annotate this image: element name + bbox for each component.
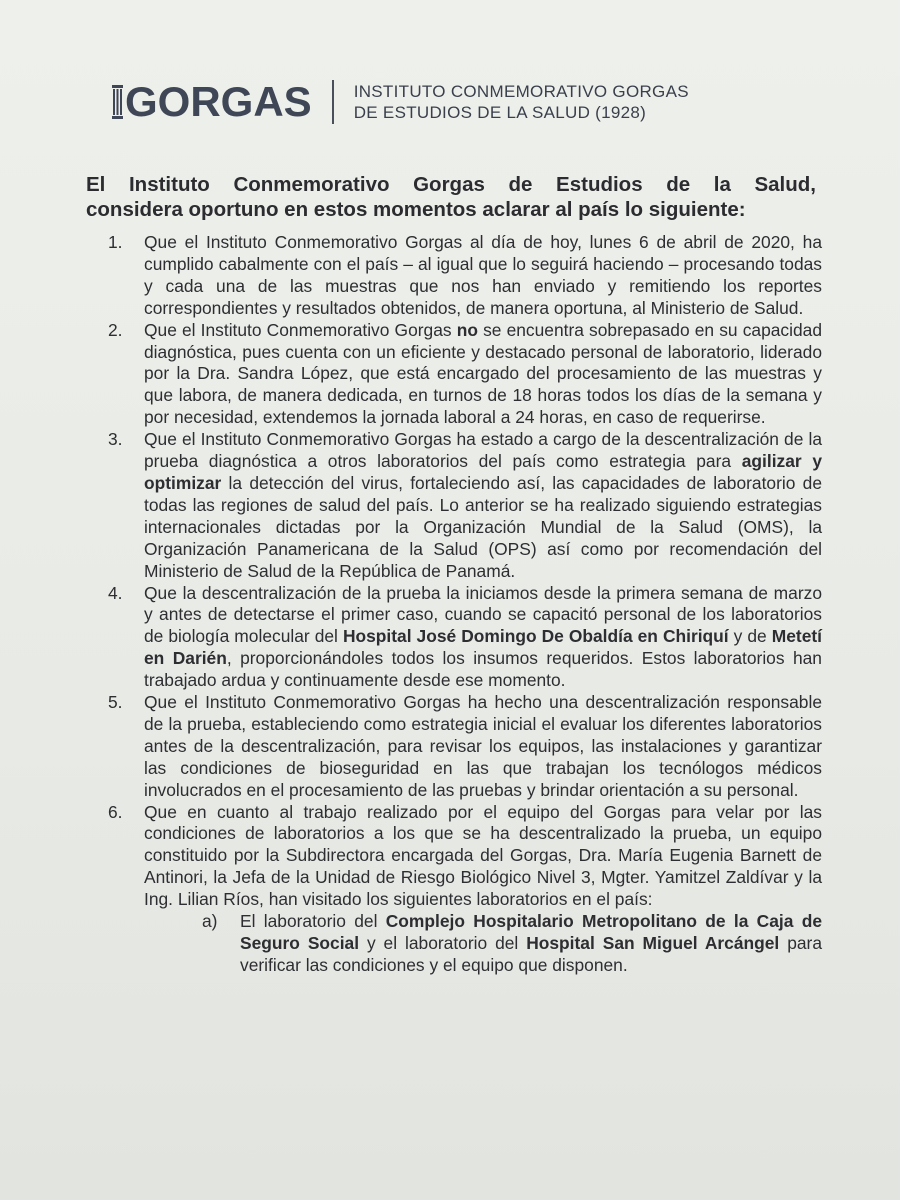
bold-run: agilizar y optimizar	[144, 451, 822, 493]
list-item-2	[108, 320, 822, 430]
text-run: se encuentra sobrepasado en su capacidad diagnóstica, pues cuenta con un eficiente y destacado personal de laboratorio, liderado por la Dra. Sandra López, que está encargado del procesamiento de las muestras y que labora, de manera dedicada, en turnos de 18 horas todos los días de la semana y por necesidad, extendemos la jornada laboral a 24 horas, en caso de requerirse.	[144, 319, 822, 428]
list-item-3	[108, 429, 822, 582]
header-divider	[332, 80, 334, 124]
heading-line-1: El Instituto Conmemorativo Gorgas de Estudios de la Salud,	[86, 173, 816, 196]
item-text	[144, 320, 822, 430]
logo-text: GORGAS	[125, 78, 312, 125]
institute-line-1: INSTITUTO CONMEMORATIVO GORGAS	[353, 82, 689, 101]
text-run: , proporcionándoles todos los insumos requeridos. Estos laboratorios han trabajado ardua y continuamente desde ese momento.	[144, 648, 822, 691]
heading-line-2: considera oportuno en estos momentos aclarar al país lo siguiente:	[86, 198, 746, 221]
item-text	[144, 583, 822, 693]
item-number: 4.	[108, 582, 123, 603]
item-number: 3.	[108, 429, 123, 450]
bold-run: Complejo Hospitalario Metropolitano de la Caja de Seguro Social	[240, 911, 823, 953]
bold-run: Metetí en Darién	[144, 626, 822, 669]
text-run: El laboratorio del	[240, 911, 386, 932]
letterhead	[112, 74, 689, 130]
text-run: la detección del virus, fortaleciendo así, las capacidades de laboratorio de todas las regiones de salud del país. Lo anterior se ha realizado siguiendo estrategias internacionales dictadas por la Organización Mundial de la Salud (OMS), la Organización Panamericana de la Salud (OPS) así como por recomendación del Ministerio de Salud de la República de Panamá.	[144, 472, 822, 581]
text-run: Que la descentralización de la prueba la iniciamos desde la primera semana de marzo y antes de detectarse el primer caso, cuando se capacitó personal de los laboratorios de biología molecular del	[144, 582, 822, 647]
bold-run: Hospital San Miguel Arcángel	[526, 933, 780, 953]
statement-heading	[86, 172, 816, 222]
text-run: y de	[728, 626, 772, 647]
item-text	[144, 429, 822, 582]
list-item-4	[108, 583, 822, 693]
item-number: 6.	[108, 801, 123, 822]
list-item-6	[108, 802, 822, 912]
text-run: Que el Instituto Conmemorativo Gorgas ha estado a cargo de la descentralización de la prueba diagnóstica a otros laboratorios del país como estrategia para	[144, 429, 822, 472]
statement-list	[108, 232, 822, 977]
institute-line-2: DE ESTUDIOS DE LA SALUD (1928)	[353, 103, 647, 122]
text-run: y el laboratorio del	[359, 933, 527, 953]
sub-item-letter: a)	[202, 911, 218, 932]
sub-item-text	[240, 911, 822, 977]
bold-run: no	[456, 319, 478, 340]
item-number: 5.	[108, 692, 123, 713]
bold-run: Hospital José Domingo De Obaldía en Chiriquí	[342, 626, 729, 647]
list-item-5	[108, 692, 822, 802]
item-text: Que en cuanto al trabajo realizado por el equipo del Gorgas para velar por las condiciones de laboratorios a los que se ha descentralizado la prueba, un equipo constituido por la Subdirectora encargada del Gorgas, Dra. María Eugenia Barnett de Antinori, la Jefa de la Unidad de Riesgo Biológico Nivel 3, Mgter. Yamitzel Zaldívar y la Ing. Lilian Ríos, han visitado los siguientes laboratorios en el país:	[144, 801, 822, 910]
item-number: 2.	[108, 319, 123, 340]
item-text: Que el Instituto Conmemorativo Gorgas ha hecho una descentralización responsable de la prueba, estableciendo como estrategia inicial el evaluar los diferentes laboratorios antes de la descentralización, para revisar los equipos, las instalaciones y garantizar las condiciones de bioseguridad en las que trabajan los tecnólogos médicos involucrados en el procesamiento de las pruebas y brindar orientación a su personal.	[144, 692, 822, 800]
text-run: para verificar las condiciones y el equipo que disponen.	[240, 933, 822, 975]
item-number: 1.	[108, 232, 123, 252]
text-run: Que el Instituto Conmemorativo Gorgas	[144, 319, 457, 340]
item-text: Que el Instituto Conmemorativo Gorgas al día de hoy, lunes 6 de abril de 2020, ha cumplido cabalmente con el país – al igual que lo seguirá haciendo – procesando todas y cada una de las muestras que nos han enviado y remitiendo los reportes correspondientes y resultados obtenidos, de manera oportuna, al Ministerio de Salud.	[144, 232, 822, 318]
column-pillar-icon	[112, 85, 123, 119]
gorgas-logo	[112, 78, 312, 126]
institute-name	[354, 81, 689, 123]
sub-item-a	[202, 911, 822, 977]
list-item-1	[108, 232, 822, 320]
